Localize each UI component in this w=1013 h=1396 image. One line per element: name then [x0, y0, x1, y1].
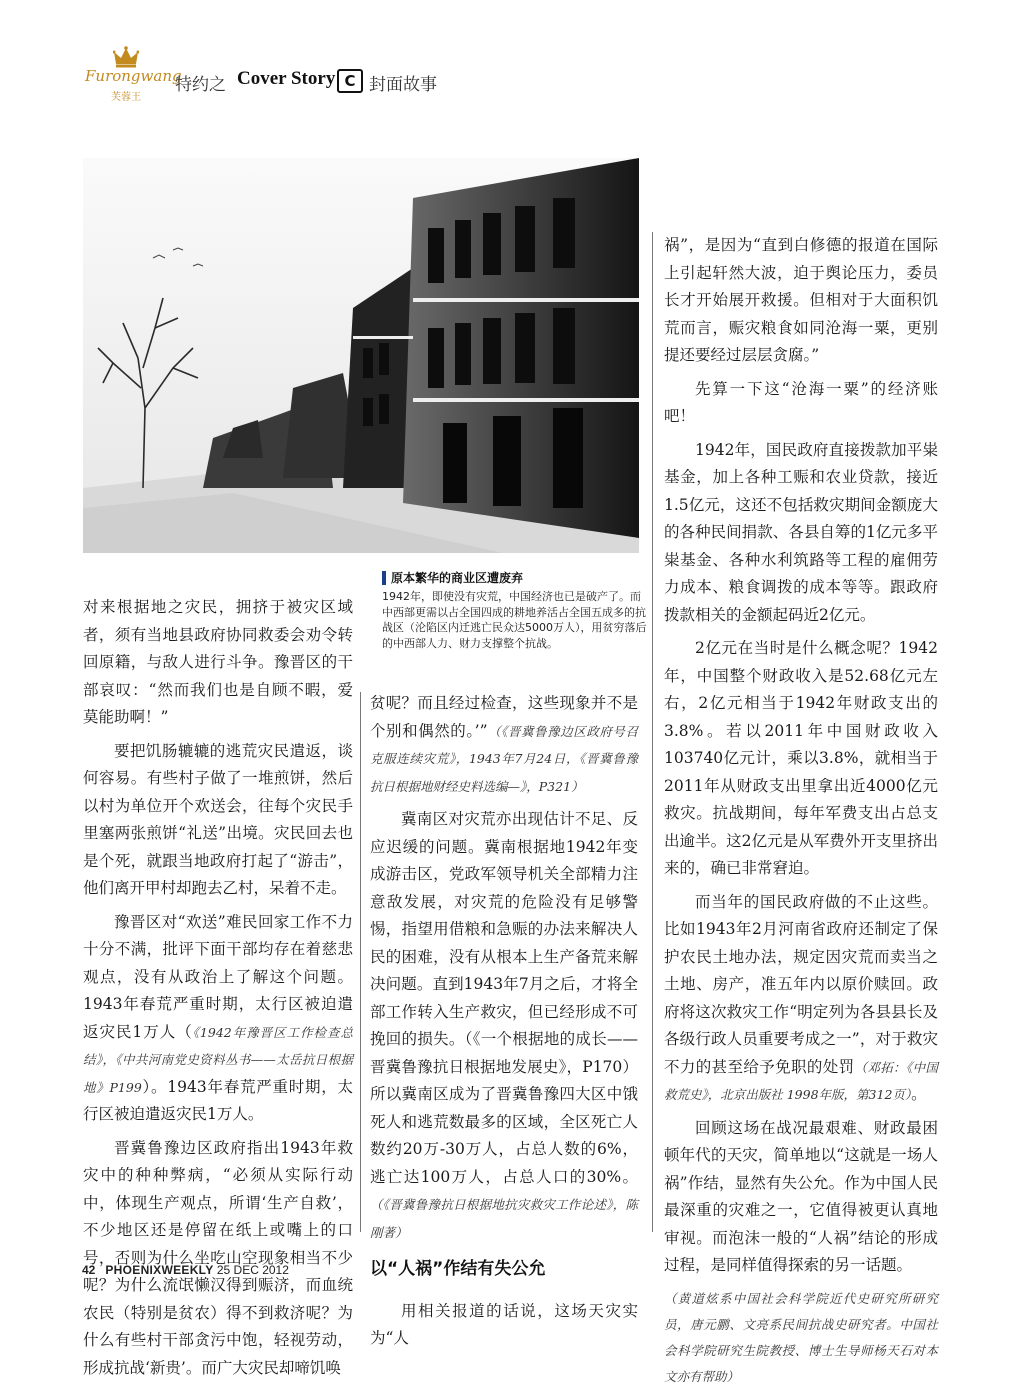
- caption-heading: [382, 569, 647, 586]
- citation: （邓拓：《中国救荒史》，北京出版社 1998年版，第312页）: [664, 1059, 938, 1102]
- section-subheading: 以“人祸”作结有失公允: [370, 1259, 546, 1279]
- crown-icon: [113, 46, 139, 68]
- paragraph: [664, 889, 938, 1109]
- paragraph: 回顾这场在战况最艰难、财政最困顿年代的天灾，简单地以“这就是一场人祸”作结，显然有失公允。作为中国人民最深重的灾难之一，它值得被更认真地审视。而泡沫一般的“人祸”结论的形成过程，是同样值得探索的另一话题。: [664, 1118, 938, 1274]
- paragraph: [83, 909, 353, 1129]
- paragraph-text: ）。1943年春荒严重时期，太行区被迫遣返灾民1万人。: [83, 1077, 353, 1123]
- section-label-cn: 特约之: [175, 75, 226, 95]
- photo-caption: [382, 569, 647, 651]
- paragraph-text: 而当年的国民政府做的不止这些。比如1943年2月河南省政府还制定了保护农民土地办法，规定因灾荒而卖当之土地、房产，准五年内以原价赎回。政府将这次救灾工作“明定列为各县县长及各级行政人员重要考成之一”，对于救灾不力的甚至给予免职的处罚: [664, 892, 938, 1076]
- paragraph: 1942年，国民政府直接拨款加平粜基金，加上各种工赈和农业贷款，接近1.5亿元，这还不包括救灾期间金额庞大的各种民间捐款、各县自筹的1亿元多平粜基金、各种水利筑路等工程的雇佣劳力成本、粮食调拨的成本等等。跟政府拨款相关的金额起码近2亿元。: [664, 440, 938, 624]
- street-photo: [83, 158, 639, 553]
- section-label-en: Cover Story: [237, 68, 336, 89]
- section-name-cn: 封面故事: [369, 75, 437, 95]
- paragraph: 晋冀鲁豫边区政府指出1943年救灾中的种种弊病，“必须从实际行动中，体现生产观点，所谓‘生产自救’，不少地区还是停留在纸上或嘴上的口号，否则为什么坐吃山空现象相当不少呢？为什么流氓懒汉得到赈济，而血统农民（特别是贫农）得不到救济呢？为什么有些村干部贪污中饱，轻视劳动，形成抗战‘新贵’。而广大灾民却啼饥唤: [83, 1138, 353, 1377]
- paragraph: [370, 806, 638, 1246]
- page-number: 42: [82, 1263, 96, 1277]
- page-footer: [82, 1263, 289, 1277]
- paragraph: 要把饥肠辘辘的逃荒灾民遣返，谈何容易。有些村子做了一堆煎饼，然后以村为单位开个欢送会，往每个灾民手里塞两张煎饼“礼送”出境。灾民回去也是个死，就跟当地政府打起了“游击”，他们离开甲村却跑去乙村，呆着不走。: [83, 741, 353, 897]
- paragraph: 2亿元在当时是什么概念呢？1942年，中国整个财政收入是52.68亿元左右，2亿元相当于1942年财政支出的3.8%。若以2011年中国财政收入103740亿元计，乘以3.8%，就相当于2011年从财政支出里拿出近4000亿元救灾。抗战期间，每年军费支出占总支出逾半。这2亿元是从军费外开支里挤出来的，确已非常窘迫。: [664, 639, 938, 877]
- paragraph-text: 贫呢？而且经过检查，这些现象并不是个别和偶然的。’”: [370, 694, 638, 740]
- paragraph: 用相关报道的话说，这场天灾实为“人: [370, 1301, 638, 1347]
- citation: （《晋冀鲁豫抗日根据地抗灾救灾工作论述》，陈刚著）: [370, 1197, 638, 1240]
- paragraph: 对来根据地之灾民，拥挤于被灾区域者，须有当地县政府协同救委会劝令转回原籍，与敌人进行斗争。豫晋区的干部哀叹：“然而我们也是自顾不暇，爱莫能助啊！”: [83, 598, 353, 726]
- right-column: [664, 232, 938, 1396]
- brand-logo: [85, 42, 182, 112]
- logo-cn-text: 芙蓉王: [111, 92, 141, 103]
- paragraph-text: 冀南区对灾荒亦出现估计不足、反应迟缓的问题。冀南根据地1942年变成游击区，党政军领导机关全部精力注意敌发展，对灾荒的危险没有足够警惕，指望用借粮和急赈的办法来解决人民的困难，没有从根本上生产备荒来解决问题。直到1943年7月之后，才将全部工作转入生产救灾，但已经形成不可挽回的损失。（《一个根据地的成长——晋冀鲁豫抗日根据地发展史》，P170）所以冀南区成为了晋冀鲁豫四大区中饿死人和逃荒数最多的区域，全区死亡人数约20万-30万人，占总人数的6%，逃亡达100万人，占总人口的30%。: [370, 810, 638, 1186]
- photo-illustration: [83, 158, 639, 553]
- paragraph: 祸”，是因为“直到白修德的报道在国际上引起轩然大波，迫于舆论压力，委员长才开始展开救援。但相对于大面积饥荒而言，赈灾粮食如同沧海一粟，更别提还要经过层层贪腐。”: [664, 236, 938, 364]
- paragraph-text: 。: [911, 1085, 927, 1103]
- logo-script-text: Furongwang: [85, 67, 182, 85]
- section-box-badge: C: [337, 69, 363, 93]
- magazine-name: PHOENIXWEEKLY: [105, 1263, 214, 1277]
- caption-title: 原本繁华的商业区遭废弃: [391, 571, 524, 585]
- caption-accent-bar: [382, 571, 386, 585]
- author-credit: （黄道炫系中国社会科学院近代史研究所研究员，唐元鹏、文亮系民间抗战史研究者。中国社会科学院研究生院教授、博士生导师杨天石对本文亦有帮助）: [664, 1290, 938, 1384]
- citation: 《1942年豫晋区工作检查总结》，《中共河南党史资料丛书——太岳抗日根据地》P199: [83, 1024, 353, 1095]
- paragraph: 先算一下这“沧海一粟”的经济账吧！: [664, 379, 938, 425]
- paragraph: [370, 690, 638, 800]
- caption-body: 1942年，即使没有灾荒，中国经济也已是破产了。而中西部更需以占全国四成的耕地养活占全国五成多的抗战区（沦陷区内迁逃亡民众达5000万人），用贫穷落后的中西部人力、财力支撑整个抗战。: [382, 590, 647, 650]
- section-header: [85, 42, 685, 112]
- paragraph-text: 豫晋区对“欢送”难民回家工作不力十分不满，批评下面干部均存在着慈悲观点，没有从政治上了解这个问题。1943年春荒严重时期，太行区被迫遣返灾民1万人（: [83, 912, 353, 1041]
- column-divider: [360, 692, 361, 1232]
- column-divider: [652, 232, 653, 1232]
- citation: （《晋冀鲁豫边区政府号召克服连续灾荒》，1943年7月24日，《晋冀鲁豫抗日根据地财经史料选编—》，P321）: [370, 723, 638, 794]
- issue-date: 25 DEC 2012: [216, 1263, 289, 1277]
- middle-column: [370, 690, 638, 1359]
